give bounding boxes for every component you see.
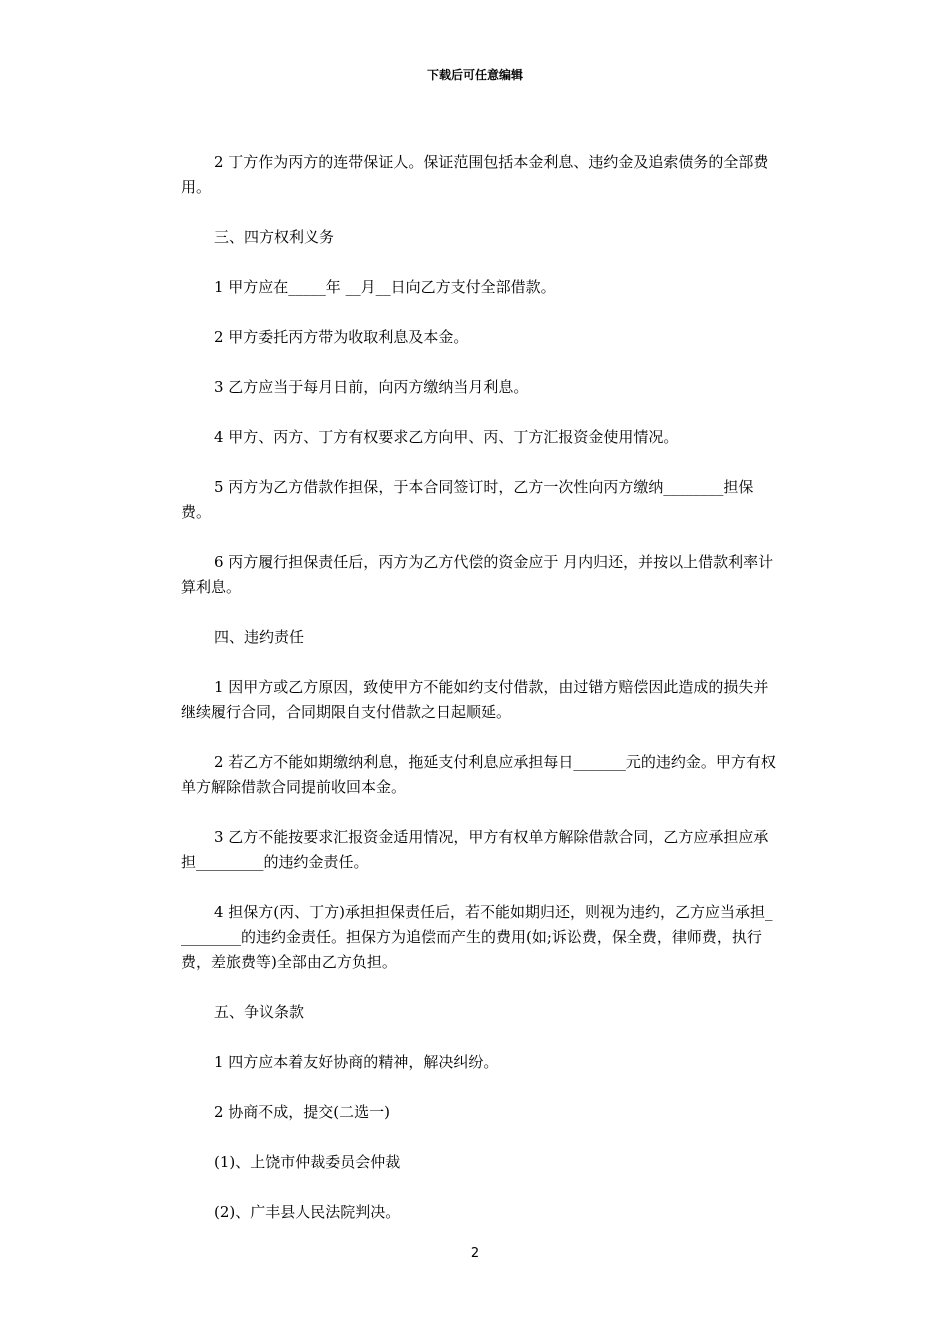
clause-payment-date: 1 甲方应在_____年 __月__日向乙方支付全部借款。	[214, 278, 556, 296]
clause-monthly-interest: 3 乙方应当于每月日前，向丙方缴纳当月利息。	[214, 378, 529, 396]
document-body	[181, 150, 776, 1250]
page-header: 下载后可任意编辑	[426, 68, 523, 82]
clause-fault-compensation: 1 因甲方或乙方原因，致使甲方不能如约支付借款，由过错方赔偿因此造成的损失并继续履行合同，合同期限自支付借款之日起顺延。	[181, 678, 769, 721]
clause-reporting: 4 甲方、丙方、丁方有权要求乙方向甲、丙、丁方汇报资金使用情况。	[214, 428, 679, 446]
section-heading-rights: 三、四方权利义务	[214, 228, 335, 246]
clause-late-interest: 2 若乙方不能如期缴纳利息，拖延支付利息应承担每日_______元的违约金。甲方有权单方解除借款合同提前收回本金。	[181, 753, 776, 796]
option-arbitration: (1)、上饶市仲裁委员会仲裁	[214, 1153, 401, 1171]
clause-report-breach: 3 乙方不能按要求汇报资金适用情况，甲方有权单方解除借款合同，乙方应承担应承担_________的违约金责任。	[181, 828, 769, 871]
page-number: 2	[470, 1246, 480, 1261]
option-court: (2)、广丰县人民法院判决。	[214, 1203, 401, 1221]
clause-repayment: 6 丙方履行担保责任后，丙方为乙方代偿的资金应于 月内归还，并按以上借款利率计算利息。	[181, 553, 774, 596]
clause-negotiation: 1 四方应本着友好协商的精神，解决纠纷。	[214, 1053, 499, 1071]
section-heading-dispute: 五、争议条款	[214, 1003, 305, 1021]
clause-guarantor: 2 丁方作为丙方的连带保证人。保证范围包括本金利息、违约金及追索债务的全部费用。	[181, 153, 769, 196]
clause-guarantee-fee: 5 丙方为乙方借款作担保，于本合同签订时，乙方一次性向丙方缴纳________担保费。	[181, 478, 754, 521]
section-heading-liability: 四、违约责任	[214, 628, 305, 646]
clause-submission: 2 协商不成，提交(二选一)	[214, 1103, 391, 1121]
clause-guarantor-breach: 4 担保方(丙、丁方)承担担保责任后，若不能如期归还，则视为违约，乙方应当承担_________的违约金责任。担保方为追偿而产生的费用(如;诉讼费，保全费，律师费，执行费，差旅费等)全部由乙方负担。	[181, 903, 773, 971]
clause-entrust-collection: 2 甲方委托丙方带为收取利息及本金。	[214, 328, 469, 346]
